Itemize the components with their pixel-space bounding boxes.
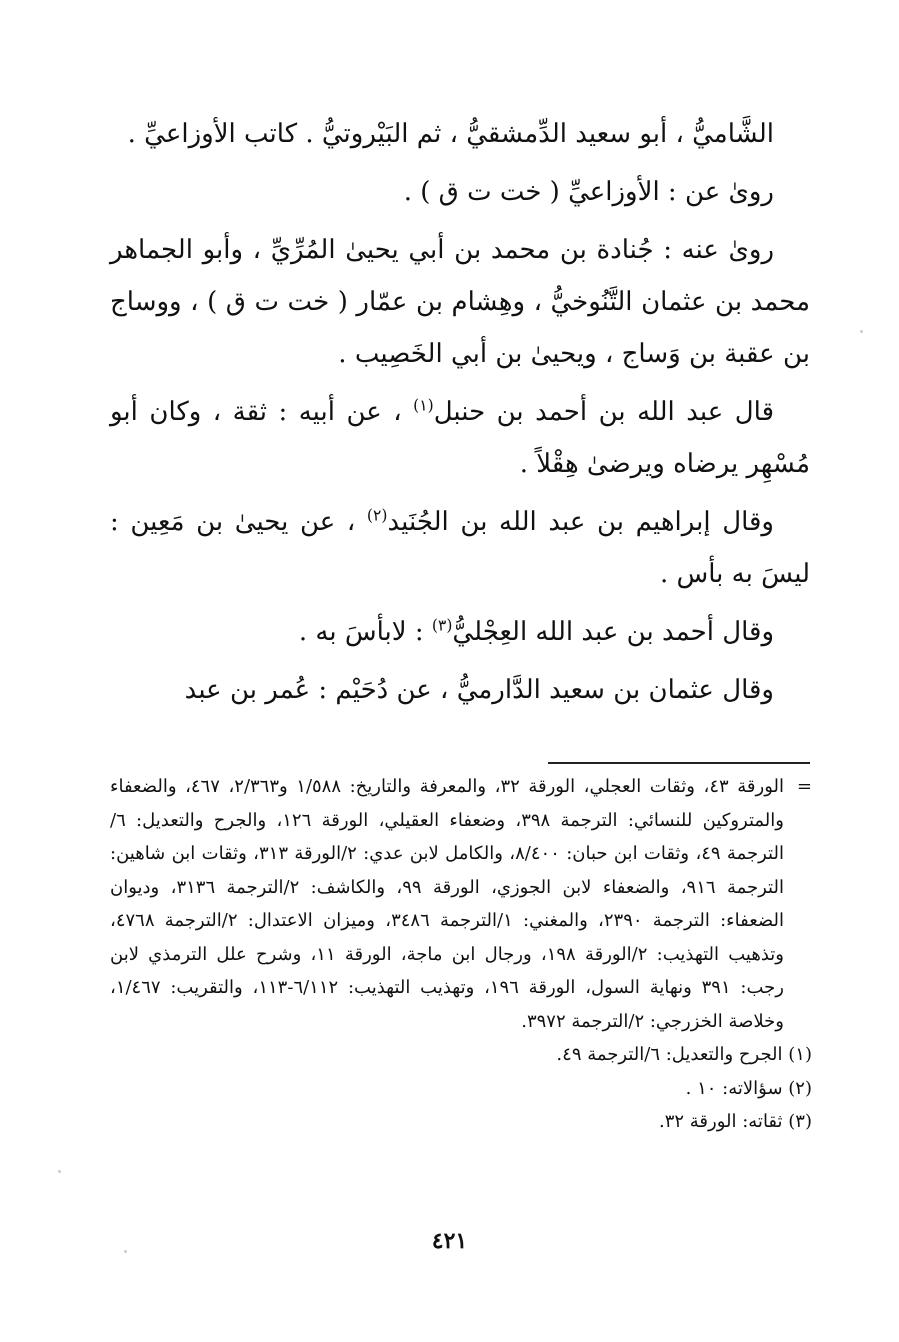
paragraph-4 (110, 386, 810, 490)
main-text (110, 108, 810, 722)
line-4a: قال عبد الله بن أحمد بن حنبل (433, 397, 774, 427)
footnote-1: (١) الجرح والتعديل: ٦/الترجمة ٤٩. (556, 1044, 812, 1065)
line-2: روىٰ عن : الأوزاعيِّ ( خت ت ق ) . (403, 177, 774, 207)
footnote-ref-2: (٢) (366, 506, 388, 525)
paragraph-2 (110, 166, 810, 218)
line-5b: ، عن يحيىٰ بن مَعِين : ليسَ به بأس . (110, 507, 810, 589)
paragraph-6 (110, 606, 810, 658)
paragraph-3 (110, 224, 810, 380)
footnote-separator (548, 762, 810, 764)
footnote-ref-3: (٣) (431, 616, 453, 635)
continuation-text: الورقة ٤٣، وثقات العجلي، الورقة ٣٢، والمعرفة والتاريخ: ١/٥٨٨ و٢/٣٦٣، ٤٦٧، والضعفاء والمتروكين للنسائي: الترجمة ٣٩٨، وضعفاء العقيلي، الورقة ١٢٦، والجرح والتعديل: ٦/الترجمة ٤٩، وثقات ابن حبان: ٨/٤٠٠، والكامل لابن عدي: ٢/الورقة ٣١٣، وثقات ابن شاهين: الترجمة ٩١٦، والضعفاء لابن الجوزي، الورقة ٩٩، والكاشف: ٢/الترجمة ٣١٣٦، وديوان الضعفاء: الترجمة ٢٣٩٠، والمغني: ١/الترجمة ٣٤٨٦، وميزان الاعتدال: ٢/الترجمة ٤٧٦٨، وتذهيب التهذيب: ٢/الورقة ١٩٨، ورجال ابن ماجة، الورقة ١١، وشرح علل الترمذي لابن رجب: ٣٩١ ونهاية السول، الورقة ١٩٦، وتهذيب التهذيب: ٦/١١٢-١١٣، والتقريب: ١/٤٦٧، وخلاصة الخزرجي: ٢/الترجمة ٣٩٧٢. (110, 776, 784, 1032)
footnote-3: (٣) ثقاته: الورقة ٣٢. (658, 1111, 812, 1132)
paragraph-1 (110, 108, 810, 160)
footnote-2: (٢) سؤالاته: ١٠ . (685, 1077, 812, 1099)
scan-speck (58, 1170, 61, 1173)
paragraph-7 (110, 664, 810, 716)
footnote-continuation (110, 770, 812, 1038)
page-number: ٤٢١ (431, 1228, 468, 1254)
line-1: الشَّاميُّ ، أبو سعيد الدِّمشقيُّ ، ثم البَيْروتيُّ . كاتب الأوزاعيِّ . (127, 119, 774, 149)
footnote-ref-1: (١) (413, 396, 434, 415)
line-5a: وقال إبراهيم بن عبد الله بن الجُنَيد (387, 507, 774, 537)
line-6a: وقال أحمد بن عبد الله العِجْليُّ (452, 617, 774, 647)
line-3: روىٰ عنه : جُنادة بن محمد بن أبي يحيىٰ المُرِّيِّ ، وأبو الجماهر محمد بن عثمان التَّنُوخيُّ ، وهِشام بن عمّار ( خت ت ق ) ، ووساج بن عقبة بن وَساج ، ويحيىٰ بن أبي الخَصِيب . (110, 235, 810, 369)
line-6b: : لابأسَ به . (298, 617, 432, 647)
scan-speck (860, 330, 863, 333)
continuation-mark: = (796, 776, 812, 797)
paragraph-5 (110, 496, 810, 600)
scan-speck (124, 1250, 127, 1253)
line-7: وقال عثمان بن سعيد الدَّارميُّ ، عن دُحَيْم : عُمر بن عبد (184, 675, 774, 705)
footnotes (110, 770, 812, 1139)
line-4b: ، عن أبيه : ثقة ، وكان أبو مُسْهِر يرضاه ويرضىٰ هِقْلاً . (110, 397, 810, 479)
